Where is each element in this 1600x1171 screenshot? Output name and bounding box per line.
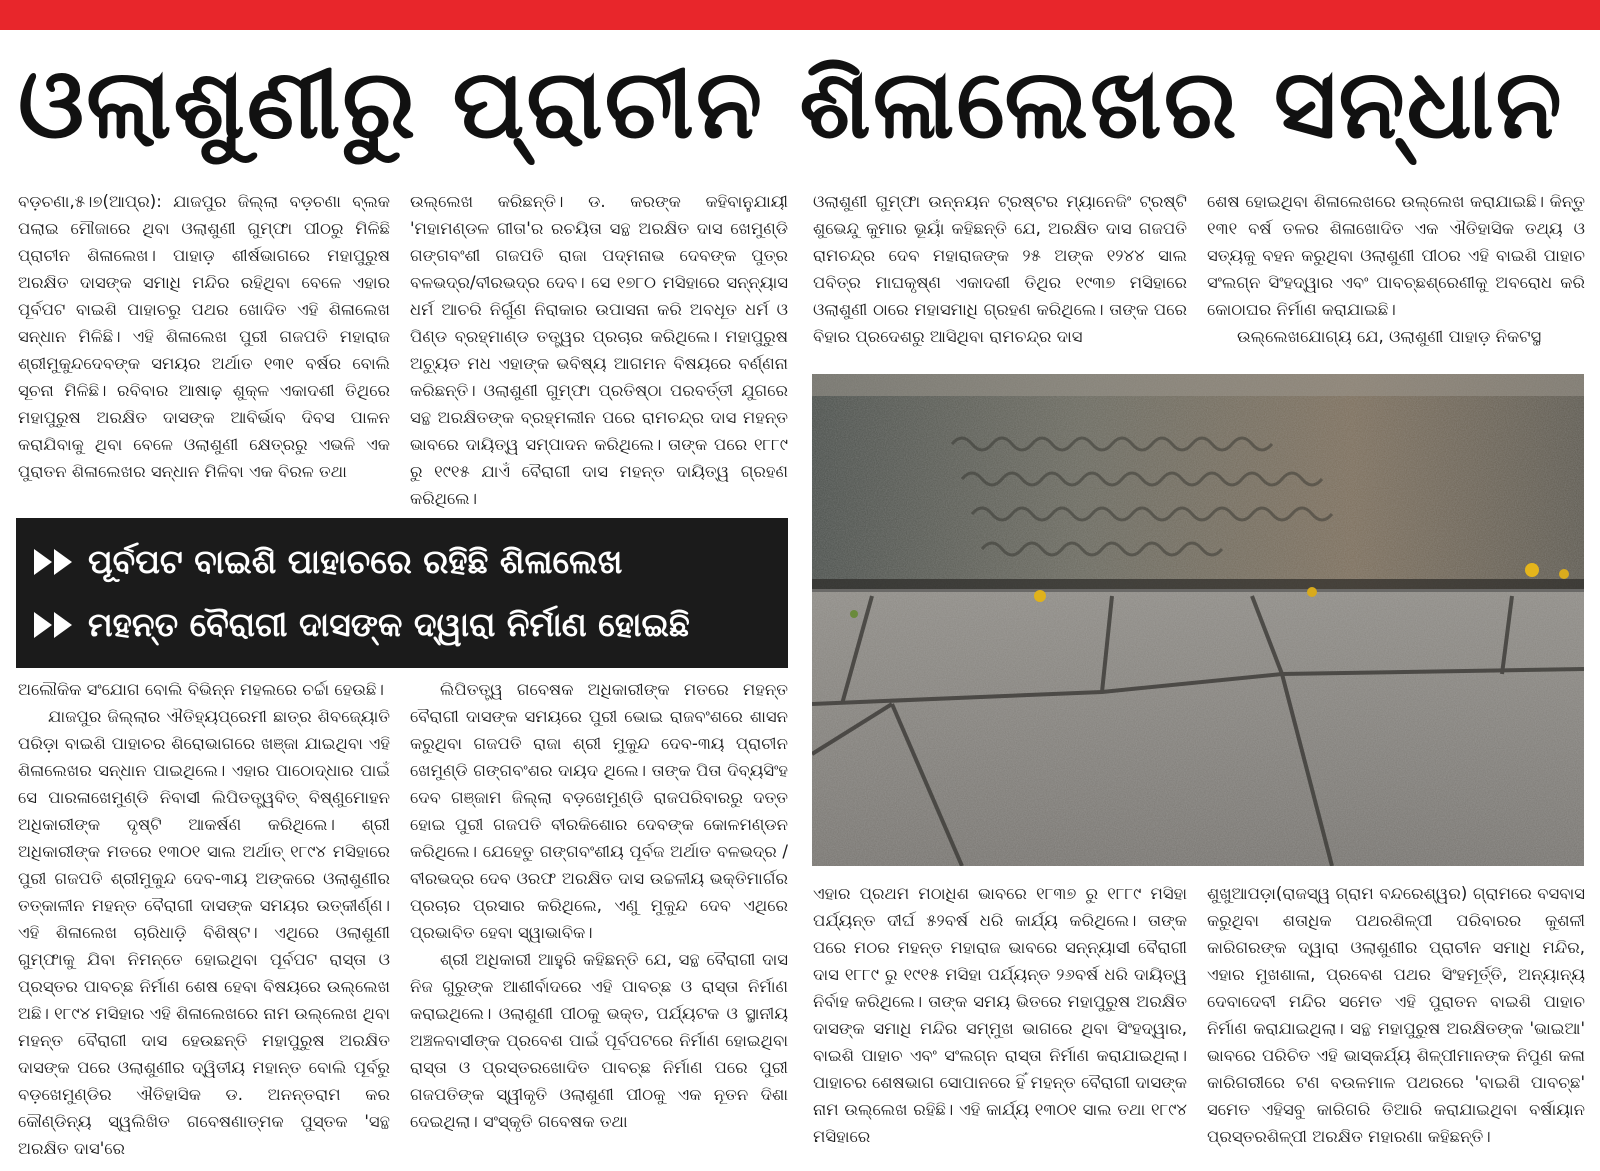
article-column-3 xyxy=(813,188,1187,368)
page-headline: ଓଲାଶୁଣୀରୁ ପ୍ରାଚୀନ ଶିଳାଲେଖର ସନ୍ଧାନ xyxy=(18,48,1564,160)
paragraph: ବଡ଼ଚଣା,୫।୭(ଆପ୍ର): ଯାଜପୁର ଜିଲ୍ଲା ବଡ଼ଚଣା ବ୍ଲକ ପଲାଇ ମୌଜାରେ ଥିବା ଓଲାଶୁଣୀ ଗୁମ୍ଫା ପୀଠରୁ ମିଳିଛି ପ୍ରାଚୀନ ଶିଳାଲେଖ। ପାହାଡ଼ ଶୀର୍ଷଭାଗରେ ମହାପୁରୁଷ ଅରକ୍ଷିତ ଦାସଙ୍କ ସମାଧି ମନ୍ଦିର ରହିଥିବା ବେଳେ ଏହାର ପୂର୍ବପଟ ବାଇଶି ପାହାଚରୁ ପଥର ଖୋଦିତ ଏହି ଶିଳାଲେଖ ସନ୍ଧାନ ମିଳିଛି। ଏହି ଶିଳାଲେଖ ପୁରୀ ଗଜପତି ମହାରାଜ ଶ୍ରୀମୁକୁନ୍ଦଦେବଙ୍କ ସମୟର ଅର୍ଥାତ ୧୩୧ ବର୍ଷର ବୋଲି ସୂଚନା ମିଳିଛି। ରବିବାର ଆଷାଢ଼ ଶୁକ୍ଳ ଏକାଦଶୀ ତିଥିରେ ମହାପୁରୁଷ ଅରକ୍ଷିତ ଦାସଙ୍କ ଆବିର୍ଭାବ ଦିବସ ପାଳନ କରାଯିବାକୁ ଥିବା ବେଳେ ଓଲାଶୁଣୀ କ୍ଷେତ୍ରରୁ ଏଭଳି ଏକ ପୁରାତନ ଶିଳାଲେଖର ସନ୍ଧାନ ମିଳିବା ଏକ ବିରଳ ତଥା xyxy=(18,192,390,481)
paragraph: ଅଲୌକିକ ସଂଯୋଗ ବୋଲି ବିଭିନ୍ନ ମହଲରେ ଚର୍ଚ୍ଚା ହେଉଛି। xyxy=(18,680,384,699)
article-column-3-continued xyxy=(813,880,1187,1168)
highlight-line xyxy=(34,530,770,593)
article-column-4-continued xyxy=(1207,880,1585,1168)
double-arrow-icon xyxy=(34,610,74,640)
paragraph: ଏହାର ପ୍ରଥମ ମଠାଧିଶ ଭାବରେ ୧୮୩୭ ରୁ ୧୮୮୯ ମସିହା ପର୍ଯ୍ୟନ୍ତ ଦୀର୍ଘ ୫୨ବର୍ଷ ଧରି କାର୍ଯ୍ୟ କରିଥିଲେ। ତାଙ୍କ ପରେ ମଠର ମହନ୍ତ ମହାରାଜ ଭାବରେ ସନ୍ନ୍ୟାସୀ ବୈରାଗୀ ଦାସ ୧୮୮୯ ରୁ ୧୯୧୫ ମସିହା ପର୍ଯ୍ୟନ୍ତ ୨୬ବର୍ଷ ଧରି ଦାୟିତ୍ୱ ନିର୍ବାହ କରିଥିଲେ। ତାଙ୍କ ସମୟ ଭିତରେ ମହାପୁରୁଷ ଅରକ୍ଷିତ ଦାସଙ୍କ ସମାଧି ମନ୍ଦିର ସମ୍ମୁଖ ଭାଗରେ ଥିବା ସିଂହଦ୍ୱାର, ବାଇଶି ପାହାଚ ଏବଂ ସଂଲଗ୍ନ ରାସ୍ତା ନିର୍ମାଣ କରାଯାଇଥିଲା। ପାହାଚର ଶେଷଭାଗ ସୋପାନରେ ହିଁ ମହନ୍ତ ବୈରାଗୀ ଦାସଙ୍କ ନାମ ଉଲ୍ଲେଖ ରହିଛି। ଏହି କାର୍ଯ୍ୟ ୧୩୦୧ ସାଲ ତଥା ୧୮୯୪ ମସିହାରେ xyxy=(813,884,1187,1146)
article-column-1 xyxy=(18,188,390,510)
article-column-2 xyxy=(410,188,788,510)
red-top-bar xyxy=(0,0,1600,30)
highlight-text: ମହନ୍ତ ବୈରାଗୀ ଦାସଙ୍କ ଦ୍ୱାରା ନିର୍ମାଣ ହୋଇଛି xyxy=(88,604,690,644)
paragraph: ଲିପିତତ୍ତ୍ୱ ଗବେଷକ ଅଧିକାରୀଙ୍କ ମତରେ ମହନ୍ତ ବୈରାଗୀ ଦାସଙ୍କ ସମୟରେ ପୁରୀ ଭୋଇ ରାଜବଂଶରେ ଶାସନ କରୁଥିବା ଗଜପତି ରାଜା ଶ୍ରୀ ମୁକୁନ୍ଦ ଦେବ-୩ୟ ପ୍ରାଚୀନ ଖେମୁଣ୍ଡି ଗଙ୍ଗବଂଶର ଦାୟଦ ଥିଲେ। ତାଙ୍କ ପିତା ଦିବ୍ୟସିଂହ ଦେବ ଗଞ୍ଜାମ ଜିଲ୍ଲା ବଡ଼ଖେମୁଣ୍ଡି ରାଜପରିବାରରୁ ଦତ୍ତ ହୋଇ ପୁରୀ ଗଜପତି ବୀରକିଶୋର ଦେବଙ୍କ କୋଳମଣ୍ଡନ କରିଥିଲେ। ଯେହେତୁ ଗଙ୍ଗବଂଶୀୟ ପୂର୍ବଜ ଅର୍ଥାତ ବଳଭଦ୍ର /ବୀରଭଦ୍ର ଦେବ ଓରଫ ଅରକ୍ଷିତ ଦାସ ଉଚ୍ଚଳୀୟ ଭକ୍ତିମାର୍ଗର ପ୍ରଚାର ପ୍ରସାର କରିଥିଲେ, ଏଣୁ ମୁକୁନ୍ଦ ଦେବ ଏଥିରେ ପ୍ରଭାବିତ ହେବା ସ୍ୱାଭାବିକ। xyxy=(410,680,788,942)
paragraph: ଓଲାଶୁଣୀ ଗୁମ୍ଫା ଉନ୍ନୟନ ଟ୍ରଷ୍ଟର ମ୍ୟାନେଜିଂ ଟ୍ରଷ୍ଟି ଶୁଭେନ୍ଦୁ କୁମାର ଭୂୟାଁ କହିଛନ୍ତି ଯେ, ଅରକ୍ଷିତ ଦାସ ଗଜପତି ରାମଚନ୍ଦ୍ର ଦେବ ମହାରାଜଙ୍କ ୨୫ ଅଙ୍କ ୧୨୪୪ ସାଲ ପବିତ୍ର ମାଘକୃଷ୍ଣ ଏକାଦଶୀ ତିଥିର ୧୯୩୭ ମସିହାରେ ଓଲାଶୁଣୀ ଠାରେ ମହାସମାଧି ଗ୍ରହଣ କରିଥିଲେ। ତାଙ୍କ ପରେ ବିହାର ପ୍ରଦେଶରୁ ଆସିଥିବା ରାମଚନ୍ଦ୍ର ଦାସ xyxy=(813,192,1187,346)
paragraph: ଶୁଖୁଆପଡ଼ା(ରାଜସ୍ୱ ଗ୍ରାମ ବନ୍ଦରେଶ୍ୱର) ଗ୍ରାମରେ ବସବାସ କରୁଥିବା ଶତାଧିକ ପଥରଶିଳ୍ପୀ ପରିବାରର କୁଶଳୀ କାରିଗରଙ୍କ ଦ୍ୱାରା ଓଲାଶୁଣୀର ପ୍ରାଚୀନ ସମାଧି ମନ୍ଦିର, ଏହାର ମୁଖଶାଳା, ପ୍ରବେଶ ପଥର ସିଂହମୂର୍ତ୍ତି, ଅନ୍ୟାନ୍ୟ ଦେବାଦେବୀ ମନ୍ଦିର ସମେତ ଏହି ପୁରାତନ ବାଇଶି ପାହାଚ ନିର୍ମାଣ କରାଯାଇଥିଲା। ସନ୍ଥ ମହାପୁରୁଷ ଅରକ୍ଷିତଙ୍କ 'ଭାଇଆ' ଭାବରେ ପରିଚିତ ଏହି ଭାସ୍କର୍ଯ୍ୟ ଶିଳ୍ପୀମାନଙ୍କ ନିପୁଣ କଳା କାରିଗରୀରେ ଟଣ ବଉଳମାଳ ପଥରରେ 'ବାଇଶି ପାବଚ୍ଛ' ସମେତ ଏହିସବୁ କାରିଗରି ତିଆରି କରାଯାଇଥିବା ବର୍ଷାୟାନ ପ୍ରସ୍ତରଶିଳ୍ପୀ ଅରକ୍ଷିତ ମହାରଣା କହିଛନ୍ତି। xyxy=(1207,884,1585,1146)
inscription-photo xyxy=(812,374,1584,866)
paragraph: ଉଲ୍ଲେଖ କରିଛନ୍ତି। ଡ. କରଙ୍କ କହିବାନୁଯାୟୀ 'ମହାମଣ୍ଡଳ ଗୀତା'ର ରଚୟିତା ସନ୍ଥ ଅରକ୍ଷିତ ଦାସ ଖେମୁଣ୍ଡି ଗଙ୍ଗବଂଶୀ ଗଜପତି ରାଜା ପଦ୍ମନାଭ ଦେବଙ୍କ ପୁତ୍ର ବଳଭଦ୍ର/ବୀରଭଦ୍ର ଦେବ। ସେ ୧୭୮୦ ମସିହାରେ ସନ୍ନ୍ୟାସ ଧର୍ମ ଆଚରି ନିର୍ଗୁଣ ନିରାକାର ଉପାସନା କରି ଅବଧୂତ ଧର୍ମ ଓ ପିଣ୍ଡ ବ୍ରହ୍ମାଣ୍ଡ ତତ୍ତ୍ୱର ପ୍ରଚାର କରିଥିଲେ। ମହାପୁରୁଷ ଅଚ୍ୟୁତ ମଧ ଏହାଙ୍କ ଭବିଷ୍ୟ ଆଗମନ ବିଷୟରେ ବର୍ଣ୍ଣନା କରିଛନ୍ତି। ଓଲାଶୁଣୀ ଗୁମ୍ଫା ପ୍ରତିଷ୍ଠା ପରବର୍ତ୍ତୀ ଯୁଗରେ ସନ୍ଥ ଅରକ୍ଷିତଙ୍କ ବ୍ରହ୍ମଲୀନ ପରେ ରାମଚନ୍ଦ୍ର ଦାସ ମହନ୍ତ ଭାବରେ ଦାୟିତ୍ୱ ସମ୍ପାଦନ କରିଥିଲେ। ତାଙ୍କ ପରେ ୧୮୮୯ ରୁ ୧୯୧୫ ଯାଏଁ ବୈରାଗୀ ଦାସ ମହନ୍ତ ଦାୟିତ୍ୱ ଗ୍ରହଣ କରିଥିଲେ। xyxy=(410,192,788,508)
paragraph: ଶେଷ ହୋଇଥିବା ଶିଳାଲେଖରେ ଉଲ୍ଲେଖ କରାଯାଇଛି। କିନ୍ତୁ ୧୩୧ ବର୍ଷ ତଳର ଶିଳାଖୋଦିତ ଏକ ଐତିହାସିକ ତଥ୍ୟ ଓ ସତ୍ୟକୁ ବହନ କରୁଥିବା ଓଲାଶୁଣୀ ପୀଠର ଏହି ବାଇଶି ପାହାଚ ସଂଲଗ୍ନ ସିଂହଦ୍ୱାର ଏବଂ ପାବଚ୍ଛଶ୍ରେଣୀକୁ ଅବରୋଧ କରି କୋଠାଘର ନିର୍ମାଣ କରାଯାଇଛି। xyxy=(1207,192,1585,319)
paragraph: ଯାଜପୁର ଜିଲ୍ଲାର ଐତିହ୍ୟପ୍ରେମୀ ଛାତ୍ର ଶିବଜ୍ୟୋତି ପରିଡ଼ା ବାଇଶି ପାହାଚର ଶିରୋଭାଗରେ ଖଞ୍ଜା ଯାଇଥିବା ଏହି ଶିଳାଲେଖର ସନ୍ଧାନ ପାଇଥିଲେ। ଏହାର ପାଠୋଦ୍ଧାର ପାଇଁ ସେ ପାରଳାଖେମୁଣ୍ଡି ନିବାସୀ ଲିପିତତ୍ତ୍ୱବିତ୍ ବିଷ୍ଣୁମୋହନ ଅଧିକାରୀଙ୍କ ଦୃଷ୍ଟି ଆକର୍ଷଣ କରିଥିଲେ। ଶ୍ରୀ ଅଧିକାରୀଙ୍କ ମତରେ ୧୩୦୧ ସାଲ ଅର୍ଥାତ୍ ୧୮୯୪ ମସିହାରେ ପୁରୀ ଗଜପତି ଶ୍ରୀମୁକୁନ୍ଦ ଦେବ-୩ୟ ଅଙ୍କରେ ଓଲାଶୁଣୀର ତତ୍କାଳୀନ ମହନ୍ତ ବୈରାଗୀ ଦାସଙ୍କ ସମୟର ଉତ୍କୀର୍ଣ୍ଣ। ଏହି ଶିଳାଲେଖ ଚାରିଧାଡ଼ି ବିଶିଷ୍ଟ। ଏଥିରେ ଓଲାଶୁଣୀ ଗୁମ୍ଫାକୁ ଯିବା ନିମନ୍ତେ ହୋଇଥିବା ପୂର୍ବପଟ ରାସ୍ତା ଓ ପ୍ରସ୍ତର ପାବଚ୍ଛ ନିର୍ମାଣ ଶେଷ ହେବା ବିଷୟରେ ଉଲ୍ଲେଖ ଅଛି। ୧୮୯୪ ମସିହାର ଏହି ଶିଳାଲେଖରେ ନାମ ଉଲ୍ଲେଖ ଥିବା ମହନ୍ତ ବୈରାଗୀ ଦାସ ହେଉଛନ୍ତି ମହାପୁରୁଷ ଅରକ୍ଷିତ ଦାସଙ୍କ ପରେ ଓଲାଶୁଣୀର ଦ୍ୱିତୀୟ ମହାନ୍ତ ବୋଲି ପୂର୍ବରୁ ବଡ଼ଖେମୁଣ୍ଡିର ଐତିହାସିକ ଡ. ଅନନ୍ତରାମ କର କୌଣ୍ଡିନ୍ୟ ସ୍ୱଲିଖିତ ଗବେଷଣାତ୍ମକ ପୁସ୍ତକ 'ସନ୍ଥ ଅରକ୍ଷିତ ଦାସ'ରେ xyxy=(18,707,390,1158)
article-column-2-continued xyxy=(410,676,788,1168)
paragraph: ଶ୍ରୀ ଅଧିକାରୀ ଆହୁରି କହିଛନ୍ତି ଯେ, ସନ୍ଥ ବୈରାଗୀ ଦାସ ନିଜ ଗୁରୁଙ୍କ ଆଶୀର୍ବାଦରେ ଏହି ପାବଚ୍ଛ ଓ ରାସ୍ତା ନିର୍ମାଣ କରାଇଥିଲେ। ଓଲାଶୁଣୀ ପୀଠକୁ ଭକ୍ତ, ପର୍ଯ୍ୟଟକ ଓ ସ୍ଥାନୀୟ ଅଞ୍ଚଳବାସୀଙ୍କ ପ୍ରବେଶ ପାଇଁ ପୂର୍ବପଟରେ ନିର୍ମାଣ ହୋଇଥିବା ରାସ୍ତା ଓ ପ୍ରସ୍ତରଖୋଦିତ ପାବଚ୍ଛ ନିର୍ମାଣ ପରେ ପୁରୀ ଗଜପତିଙ୍କ ସ୍ୱୀକୃତି ଓଲାଶୁଣୀ ପୀଠକୁ ଏକ ନୂତନ ଦିଶା ଦେଇଥିଲା। ସଂସ୍କୃତି ଗବେଷକ ତଥା xyxy=(410,950,788,1131)
article-column-4 xyxy=(1207,188,1585,368)
double-arrow-icon xyxy=(34,547,74,577)
highlight-line xyxy=(34,593,770,656)
paragraph: ଉଲ୍ଲେଖଯୋଗ୍ୟ ଯେ, ଓଲାଶୁଣୀ ପାହାଡ଼ ନିକଟସ୍ଥ xyxy=(1237,327,1542,346)
highlight-box xyxy=(16,518,788,668)
highlight-text: ପୂର୍ବପଟ ବାଇଶି ପାହାଚରେ ରହିଛି ଶିଳାଲେଖ xyxy=(88,541,623,581)
article-column-1-continued xyxy=(18,676,390,1168)
